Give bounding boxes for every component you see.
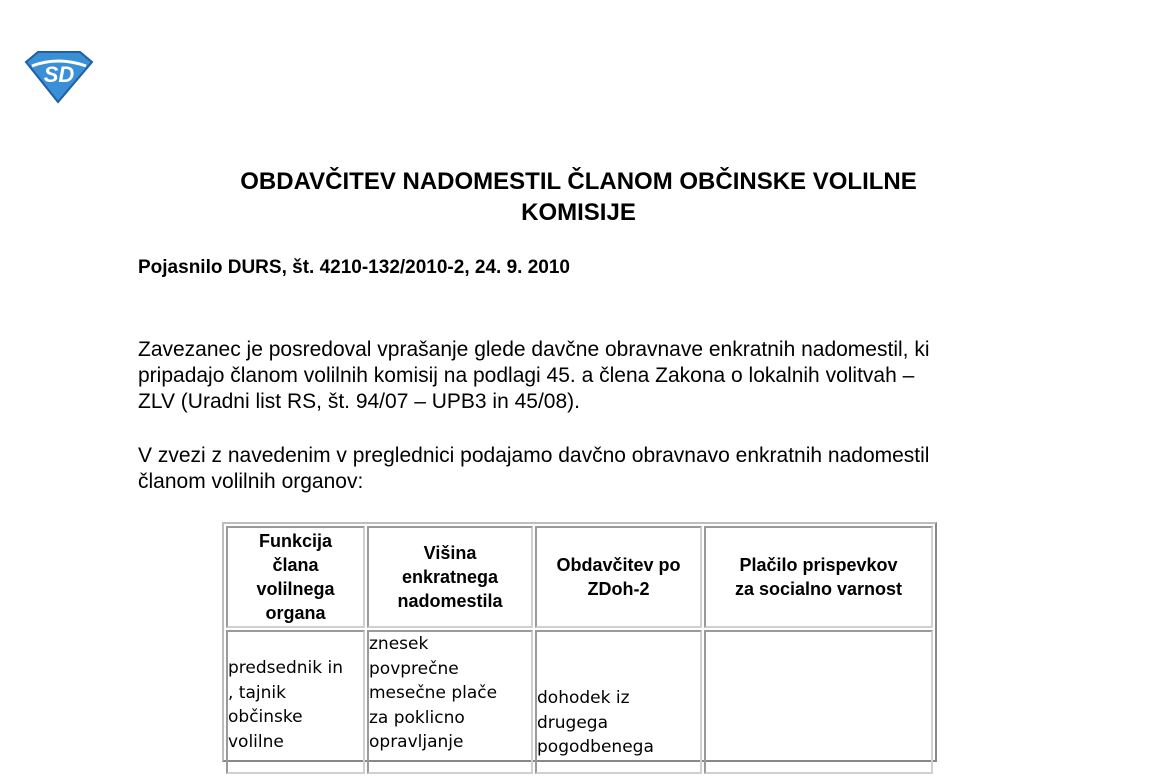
row1-function: predsednik in , tajnik občinske volilne bbox=[226, 630, 365, 774]
header-contributions: Plačilo prispevkov za socialno varnost bbox=[704, 526, 933, 628]
row1-taxation: dohodek iz drugega pogodbenega bbox=[535, 630, 702, 774]
header-taxation: Obdavčitev po ZDoh-2 bbox=[535, 526, 702, 628]
company-logo bbox=[22, 48, 96, 104]
table-header-row bbox=[226, 526, 933, 628]
row1-contributions bbox=[704, 630, 933, 774]
context-paragraph bbox=[138, 443, 1028, 495]
context-line-2: članom volilnih organov: bbox=[138, 470, 364, 493]
logo-text: SD bbox=[43, 62, 75, 87]
page-title-line-1: OBDAVČITEV NADOMESTIL ČLANOM OBČINSKE VOLILNE bbox=[240, 168, 917, 195]
tax-treatment-table bbox=[222, 522, 937, 762]
header-amount: Višina enkratnega nadomestila bbox=[367, 526, 533, 628]
intro-paragraph bbox=[138, 337, 1028, 415]
page-title bbox=[140, 166, 1017, 228]
context-line-1: V zvezi z navedenim v preglednici podajamo davčno obravnavo enkratnih nadomestil bbox=[138, 444, 930, 467]
header-function: Funkcija člana volilnega organa bbox=[226, 526, 365, 628]
page-title-line-2: KOMISIJE bbox=[521, 199, 636, 226]
intro-line-2: pripadajo članom volilnih komisij na podlagi 45. a člena Zakona o lokalnih volitvah – bbox=[138, 364, 915, 387]
row1-amount: znesek povprečne mesečne plače za poklicno opravljanje bbox=[367, 630, 533, 774]
table-row bbox=[226, 630, 933, 774]
intro-line-1: Zavezanec je posredoval vprašanje glede davčne obravnave enkratnih nadomestil, ki bbox=[138, 338, 930, 361]
document-reference: Pojasnilo DURS, št. 4210-132/2010-2, 24. 9. 2010 bbox=[138, 257, 570, 278]
intro-line-3: ZLV (Uradni list RS, št. 94/07 – UPB3 in 45/08). bbox=[138, 390, 580, 413]
